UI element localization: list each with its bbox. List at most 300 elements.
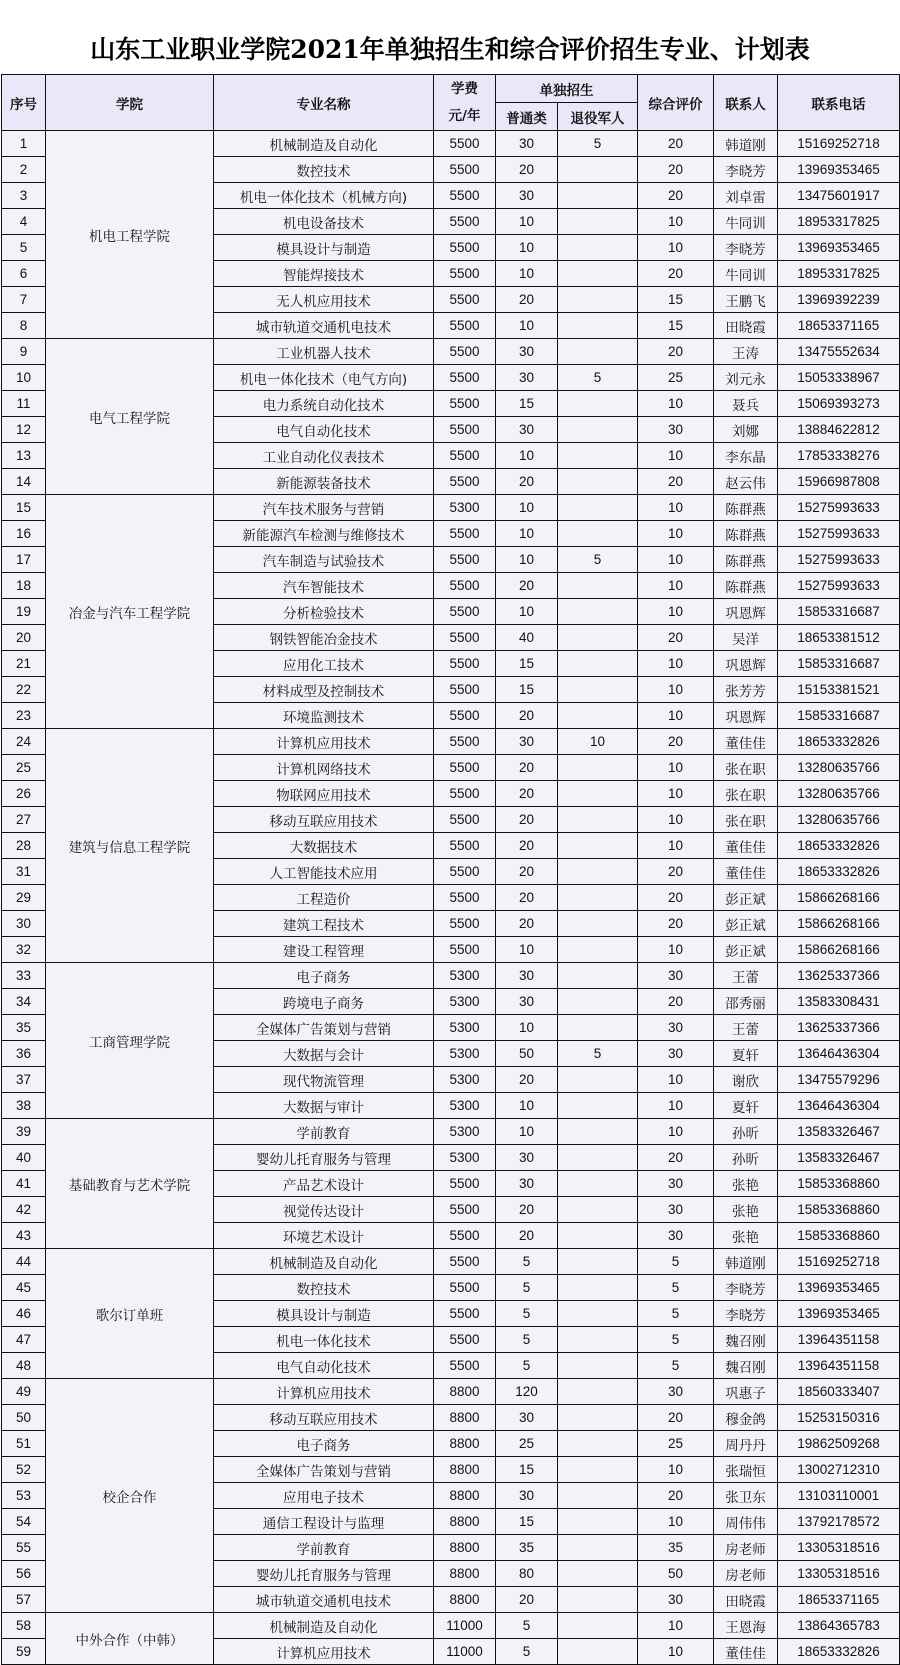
major-name: 电气自动化技术 <box>214 417 434 443</box>
header-phone: 联系电话 <box>778 75 900 131</box>
row-number: 51 <box>2 1431 46 1457</box>
major-name: 汽车制造与试验技术 <box>214 547 434 573</box>
contact-phone: 13969353465 <box>778 1301 900 1327</box>
contact-phone: 13475579296 <box>778 1067 900 1093</box>
tuition-fee: 8800 <box>434 1535 496 1561</box>
table-header <box>2 75 900 131</box>
comprehensive-quota: 10 <box>638 755 714 781</box>
general-quota: 20 <box>496 287 558 313</box>
contact-person: 周丹丹 <box>714 1431 778 1457</box>
tuition-fee: 8800 <box>434 1483 496 1509</box>
major-name: 全媒体广告策划与营销 <box>214 1457 434 1483</box>
tuition-fee: 5500 <box>434 833 496 859</box>
tuition-fee: 5500 <box>434 391 496 417</box>
row-number: 58 <box>2 1613 46 1639</box>
row-number: 14 <box>2 469 46 495</box>
veteran-quota <box>558 937 638 963</box>
table-row <box>2 963 900 989</box>
tuition-fee: 5500 <box>434 911 496 937</box>
comprehensive-quota: 30 <box>638 1223 714 1249</box>
veteran-quota <box>558 1015 638 1041</box>
tuition-fee: 5300 <box>434 1119 496 1145</box>
row-number: 21 <box>2 651 46 677</box>
general-quota: 30 <box>496 417 558 443</box>
row-number: 23 <box>2 703 46 729</box>
row-number: 11 <box>2 391 46 417</box>
general-quota: 20 <box>496 911 558 937</box>
row-number: 29 <box>2 885 46 911</box>
comprehensive-quota: 20 <box>638 183 714 209</box>
row-number: 2 <box>2 157 46 183</box>
veteran-quota <box>558 1067 638 1093</box>
contact-person: 房老师 <box>714 1561 778 1587</box>
tuition-fee: 5500 <box>434 573 496 599</box>
veteran-quota <box>558 1613 638 1639</box>
veteran-quota <box>558 1561 638 1587</box>
major-name: 数控技术 <box>214 1275 434 1301</box>
contact-phone: 18653332826 <box>778 859 900 885</box>
tuition-fee: 5300 <box>434 1067 496 1093</box>
comprehensive-quota: 10 <box>638 1509 714 1535</box>
comprehensive-quota: 35 <box>638 1535 714 1561</box>
contact-person: 张艳 <box>714 1223 778 1249</box>
contact-person: 陈群燕 <box>714 547 778 573</box>
contact-phone: 13583326467 <box>778 1119 900 1145</box>
tuition-fee: 5300 <box>434 989 496 1015</box>
major-name: 新能源汽车检测与维修技术 <box>214 521 434 547</box>
general-quota: 10 <box>496 937 558 963</box>
contact-phone: 13969392239 <box>778 287 900 313</box>
contact-phone: 15275993633 <box>778 547 900 573</box>
general-quota: 30 <box>496 131 558 157</box>
contact-person: 邵秀丽 <box>714 989 778 1015</box>
general-quota: 80 <box>496 1561 558 1587</box>
college-name: 冶金与汽车工程学院 <box>46 495 214 729</box>
comprehensive-quota: 20 <box>638 859 714 885</box>
comprehensive-quota: 20 <box>638 625 714 651</box>
comprehensive-quota: 10 <box>638 651 714 677</box>
contact-phone: 15169252718 <box>778 131 900 157</box>
tuition-fee: 8800 <box>434 1561 496 1587</box>
contact-phone: 18653381512 <box>778 625 900 651</box>
contact-phone: 13646436304 <box>778 1093 900 1119</box>
row-number: 36 <box>2 1041 46 1067</box>
tuition-fee: 5500 <box>434 521 496 547</box>
tuition-fee: 5500 <box>434 469 496 495</box>
contact-phone: 15853316687 <box>778 599 900 625</box>
major-name: 分析检验技术 <box>214 599 434 625</box>
tuition-fee: 5500 <box>434 885 496 911</box>
contact-person: 张卫东 <box>714 1483 778 1509</box>
header-contact: 联系人 <box>714 75 778 131</box>
contact-person: 李晓芳 <box>714 157 778 183</box>
contact-person: 魏召刚 <box>714 1353 778 1379</box>
major-name: 应用电子技术 <box>214 1483 434 1509</box>
contact-phone: 15253150316 <box>778 1405 900 1431</box>
comprehensive-quota: 10 <box>638 1119 714 1145</box>
row-number: 24 <box>2 729 46 755</box>
tuition-fee: 5500 <box>434 235 496 261</box>
veteran-quota <box>558 1249 638 1275</box>
general-quota: 120 <box>496 1379 558 1405</box>
general-quota: 5 <box>496 1353 558 1379</box>
contact-phone: 13475601917 <box>778 183 900 209</box>
general-quota: 30 <box>496 963 558 989</box>
comprehensive-quota: 5 <box>638 1249 714 1275</box>
header-fee-unit: 元/年 <box>448 107 481 124</box>
tuition-fee: 5500 <box>434 209 496 235</box>
tuition-fee: 8800 <box>434 1457 496 1483</box>
row-number: 15 <box>2 495 46 521</box>
veteran-quota <box>558 1301 638 1327</box>
contact-person: 巩恩辉 <box>714 599 778 625</box>
comprehensive-quota: 20 <box>638 1405 714 1431</box>
general-quota: 50 <box>496 1041 558 1067</box>
row-number: 34 <box>2 989 46 1015</box>
row-number: 55 <box>2 1535 46 1561</box>
table-row <box>2 1613 900 1639</box>
comprehensive-quota: 10 <box>638 703 714 729</box>
comprehensive-quota: 20 <box>638 339 714 365</box>
contact-person: 田晓霞 <box>714 1587 778 1613</box>
tuition-fee: 8800 <box>434 1431 496 1457</box>
veteran-quota <box>558 625 638 651</box>
general-quota: 15 <box>496 677 558 703</box>
tuition-fee: 11000 <box>434 1613 496 1639</box>
comprehensive-quota: 10 <box>638 443 714 469</box>
contact-phone: 18653371165 <box>778 1587 900 1613</box>
contact-phone: 13646436304 <box>778 1041 900 1067</box>
veteran-quota <box>558 1457 638 1483</box>
major-name: 机械制造及自动化 <box>214 131 434 157</box>
veteran-quota <box>558 807 638 833</box>
general-quota: 10 <box>496 261 558 287</box>
header-college: 学院 <box>46 75 214 131</box>
table-row <box>2 1119 900 1145</box>
veteran-quota <box>558 963 638 989</box>
major-name: 视觉传达设计 <box>214 1197 434 1223</box>
major-name: 汽车技术服务与营销 <box>214 495 434 521</box>
contact-phone: 15053338967 <box>778 365 900 391</box>
contact-person: 彭正斌 <box>714 937 778 963</box>
contact-phone: 13884622812 <box>778 417 900 443</box>
row-number: 26 <box>2 781 46 807</box>
contact-phone: 18653371165 <box>778 313 900 339</box>
general-quota: 20 <box>496 885 558 911</box>
row-number: 59 <box>2 1639 46 1665</box>
veteran-quota: 5 <box>558 547 638 573</box>
header-veteran: 退役军人 <box>558 103 638 131</box>
tuition-fee: 5500 <box>434 625 496 651</box>
contact-phone: 15966987808 <box>778 469 900 495</box>
contact-person: 王蕾 <box>714 1015 778 1041</box>
veteran-quota <box>558 1119 638 1145</box>
tuition-fee: 5500 <box>434 1171 496 1197</box>
contact-phone: 13103110001 <box>778 1483 900 1509</box>
general-quota: 20 <box>496 703 558 729</box>
tuition-fee: 5500 <box>434 1353 496 1379</box>
comprehensive-quota: 10 <box>638 1093 714 1119</box>
general-quota: 10 <box>496 313 558 339</box>
veteran-quota <box>558 1145 638 1171</box>
comprehensive-quota: 10 <box>638 1613 714 1639</box>
contact-phone: 15853316687 <box>778 703 900 729</box>
veteran-quota <box>558 339 638 365</box>
contact-phone: 13583326467 <box>778 1145 900 1171</box>
row-number: 4 <box>2 209 46 235</box>
contact-phone: 15153381521 <box>778 677 900 703</box>
general-quota: 30 <box>496 1405 558 1431</box>
contact-person: 刘卓雷 <box>714 183 778 209</box>
general-quota: 20 <box>496 859 558 885</box>
major-name: 电力系统自动化技术 <box>214 391 434 417</box>
comprehensive-quota: 20 <box>638 157 714 183</box>
major-name: 学前教育 <box>214 1119 434 1145</box>
veteran-quota <box>558 651 638 677</box>
row-number: 47 <box>2 1327 46 1353</box>
general-quota: 15 <box>496 651 558 677</box>
table-row <box>2 339 900 365</box>
row-number: 9 <box>2 339 46 365</box>
major-name: 机械制造及自动化 <box>214 1613 434 1639</box>
contact-phone: 13280635766 <box>778 781 900 807</box>
comprehensive-quota: 20 <box>638 989 714 1015</box>
row-number: 40 <box>2 1145 46 1171</box>
veteran-quota <box>558 417 638 443</box>
major-name: 城市轨道交通机电技术 <box>214 313 434 339</box>
contact-phone: 13305318516 <box>778 1561 900 1587</box>
tuition-fee: 5500 <box>434 1223 496 1249</box>
row-number: 48 <box>2 1353 46 1379</box>
comprehensive-quota: 10 <box>638 391 714 417</box>
table-row <box>2 495 900 521</box>
contact-person: 董佳佳 <box>714 1639 778 1665</box>
row-number: 20 <box>2 625 46 651</box>
college-name: 电气工程学院 <box>46 339 214 495</box>
college-name: 歌尔订单班 <box>46 1249 214 1379</box>
row-number: 8 <box>2 313 46 339</box>
row-number: 38 <box>2 1093 46 1119</box>
general-quota: 10 <box>496 547 558 573</box>
general-quota: 30 <box>496 339 558 365</box>
general-quota: 40 <box>496 625 558 651</box>
major-name: 环境艺术设计 <box>214 1223 434 1249</box>
comprehensive-quota: 20 <box>638 131 714 157</box>
tuition-fee: 5500 <box>434 1327 496 1353</box>
comprehensive-quota: 25 <box>638 365 714 391</box>
row-number: 46 <box>2 1301 46 1327</box>
major-name: 大数据与会计 <box>214 1041 434 1067</box>
comprehensive-quota: 10 <box>638 937 714 963</box>
contact-person: 王鹏飞 <box>714 287 778 313</box>
contact-person: 彭正斌 <box>714 911 778 937</box>
contact-phone: 13583308431 <box>778 989 900 1015</box>
major-name: 婴幼儿托育服务与管理 <box>214 1145 434 1171</box>
tuition-fee: 5500 <box>434 261 496 287</box>
general-quota: 5 <box>496 1613 558 1639</box>
contact-person: 张瑞恒 <box>714 1457 778 1483</box>
row-number: 33 <box>2 963 46 989</box>
contact-phone: 13305318516 <box>778 1535 900 1561</box>
contact-phone: 18953317825 <box>778 209 900 235</box>
major-name: 机电一体化技术（电气方向) <box>214 365 434 391</box>
veteran-quota <box>558 521 638 547</box>
tuition-fee: 11000 <box>434 1639 496 1665</box>
comprehensive-quota: 20 <box>638 1483 714 1509</box>
comprehensive-quota: 10 <box>638 495 714 521</box>
tuition-fee: 5300 <box>434 1145 496 1171</box>
veteran-quota <box>558 1171 638 1197</box>
major-name: 钢铁智能冶金技术 <box>214 625 434 651</box>
contact-phone: 18653332826 <box>778 1639 900 1665</box>
tuition-fee: 5500 <box>434 807 496 833</box>
row-number: 44 <box>2 1249 46 1275</box>
general-quota: 20 <box>496 1197 558 1223</box>
tuition-fee: 5500 <box>434 365 496 391</box>
row-number: 10 <box>2 365 46 391</box>
comprehensive-quota: 20 <box>638 885 714 911</box>
contact-phone: 15866268166 <box>778 885 900 911</box>
row-number: 16 <box>2 521 46 547</box>
veteran-quota <box>558 1483 638 1509</box>
general-quota: 20 <box>496 573 558 599</box>
college-name: 机电工程学院 <box>46 131 214 339</box>
contact-phone: 15866268166 <box>778 937 900 963</box>
contact-person: 董佳佳 <box>714 833 778 859</box>
contact-person: 董佳佳 <box>714 859 778 885</box>
veteran-quota <box>558 1431 638 1457</box>
major-name: 建筑工程技术 <box>214 911 434 937</box>
general-quota: 5 <box>496 1249 558 1275</box>
contact-person: 吴洋 <box>714 625 778 651</box>
veteran-quota: 10 <box>558 729 638 755</box>
contact-person: 王蕾 <box>714 963 778 989</box>
college-name: 工商管理学院 <box>46 963 214 1119</box>
veteran-quota <box>558 1587 638 1613</box>
general-quota: 20 <box>496 157 558 183</box>
contact-person: 刘元永 <box>714 365 778 391</box>
general-quota: 30 <box>496 365 558 391</box>
contact-phone: 13625337366 <box>778 963 900 989</box>
contact-phone: 15853368860 <box>778 1171 900 1197</box>
general-quota: 5 <box>496 1639 558 1665</box>
major-name: 材料成型及控制技术 <box>214 677 434 703</box>
row-number: 5 <box>2 235 46 261</box>
tuition-fee: 5500 <box>434 599 496 625</box>
major-name: 模具设计与制造 <box>214 235 434 261</box>
contact-phone: 18953317825 <box>778 261 900 287</box>
contact-person: 巩恩辉 <box>714 703 778 729</box>
general-quota: 30 <box>496 729 558 755</box>
row-number: 32 <box>2 937 46 963</box>
comprehensive-quota: 20 <box>638 1145 714 1171</box>
contact-phone: 17853338276 <box>778 443 900 469</box>
contact-phone: 13792178572 <box>778 1509 900 1535</box>
row-number: 12 <box>2 417 46 443</box>
veteran-quota <box>558 1405 638 1431</box>
comprehensive-quota: 10 <box>638 807 714 833</box>
general-quota: 30 <box>496 989 558 1015</box>
table-row <box>2 1379 900 1405</box>
contact-person: 陈群燕 <box>714 521 778 547</box>
contact-person: 牛同训 <box>714 209 778 235</box>
tuition-fee: 5500 <box>434 547 496 573</box>
contact-person: 陈群燕 <box>714 573 778 599</box>
tuition-fee: 8800 <box>434 1379 496 1405</box>
contact-phone: 13002712310 <box>778 1457 900 1483</box>
tuition-fee: 5500 <box>434 729 496 755</box>
college-name: 校企合作 <box>46 1379 214 1613</box>
row-number: 18 <box>2 573 46 599</box>
tuition-fee: 5500 <box>434 131 496 157</box>
major-name: 电子商务 <box>214 963 434 989</box>
contact-person: 周伟伟 <box>714 1509 778 1535</box>
contact-person: 董佳佳 <box>714 729 778 755</box>
comprehensive-quota: 30 <box>638 963 714 989</box>
comprehensive-quota: 10 <box>638 1067 714 1093</box>
contact-person: 牛同训 <box>714 261 778 287</box>
contact-phone: 15275993633 <box>778 521 900 547</box>
major-name: 计算机应用技术 <box>214 1639 434 1665</box>
row-number: 53 <box>2 1483 46 1509</box>
veteran-quota <box>558 183 638 209</box>
general-quota: 10 <box>496 495 558 521</box>
major-name: 婴幼儿托育服务与管理 <box>214 1561 434 1587</box>
comprehensive-quota: 10 <box>638 547 714 573</box>
header-fee-label: 学费 <box>451 80 478 97</box>
general-quota: 25 <box>496 1431 558 1457</box>
major-name: 计算机网络技术 <box>214 755 434 781</box>
contact-person: 魏召刚 <box>714 1327 778 1353</box>
major-name: 现代物流管理 <box>214 1067 434 1093</box>
row-number: 49 <box>2 1379 46 1405</box>
general-quota: 20 <box>496 781 558 807</box>
comprehensive-quota: 10 <box>638 1457 714 1483</box>
major-name: 汽车智能技术 <box>214 573 434 599</box>
major-name: 机械制造及自动化 <box>214 1249 434 1275</box>
contact-person: 谢欣 <box>714 1067 778 1093</box>
contact-phone: 18653332826 <box>778 833 900 859</box>
contact-phone: 15069393273 <box>778 391 900 417</box>
major-name: 新能源装备技术 <box>214 469 434 495</box>
contact-person: 刘娜 <box>714 417 778 443</box>
comprehensive-quota: 30 <box>638 1015 714 1041</box>
veteran-quota <box>558 235 638 261</box>
comprehensive-quota: 10 <box>638 209 714 235</box>
contact-phone: 15275993633 <box>778 573 900 599</box>
contact-phone: 15853368860 <box>778 1197 900 1223</box>
contact-phone: 13475552634 <box>778 339 900 365</box>
comprehensive-quota: 10 <box>638 573 714 599</box>
veteran-quota <box>558 261 638 287</box>
tuition-fee: 5500 <box>434 287 496 313</box>
veteran-quota <box>558 1535 638 1561</box>
general-quota: 5 <box>496 1275 558 1301</box>
contact-person: 韩道刚 <box>714 1249 778 1275</box>
row-number: 56 <box>2 1561 46 1587</box>
contact-person: 张在职 <box>714 755 778 781</box>
veteran-quota <box>558 391 638 417</box>
contact-person: 孙昕 <box>714 1145 778 1171</box>
row-number: 28 <box>2 833 46 859</box>
veteran-quota <box>558 703 638 729</box>
contact-person: 张艳 <box>714 1171 778 1197</box>
major-name: 人工智能技术应用 <box>214 859 434 885</box>
comprehensive-quota: 30 <box>638 1379 714 1405</box>
row-number: 50 <box>2 1405 46 1431</box>
major-name: 机电一体化技术 <box>214 1327 434 1353</box>
major-name: 城市轨道交通机电技术 <box>214 1587 434 1613</box>
